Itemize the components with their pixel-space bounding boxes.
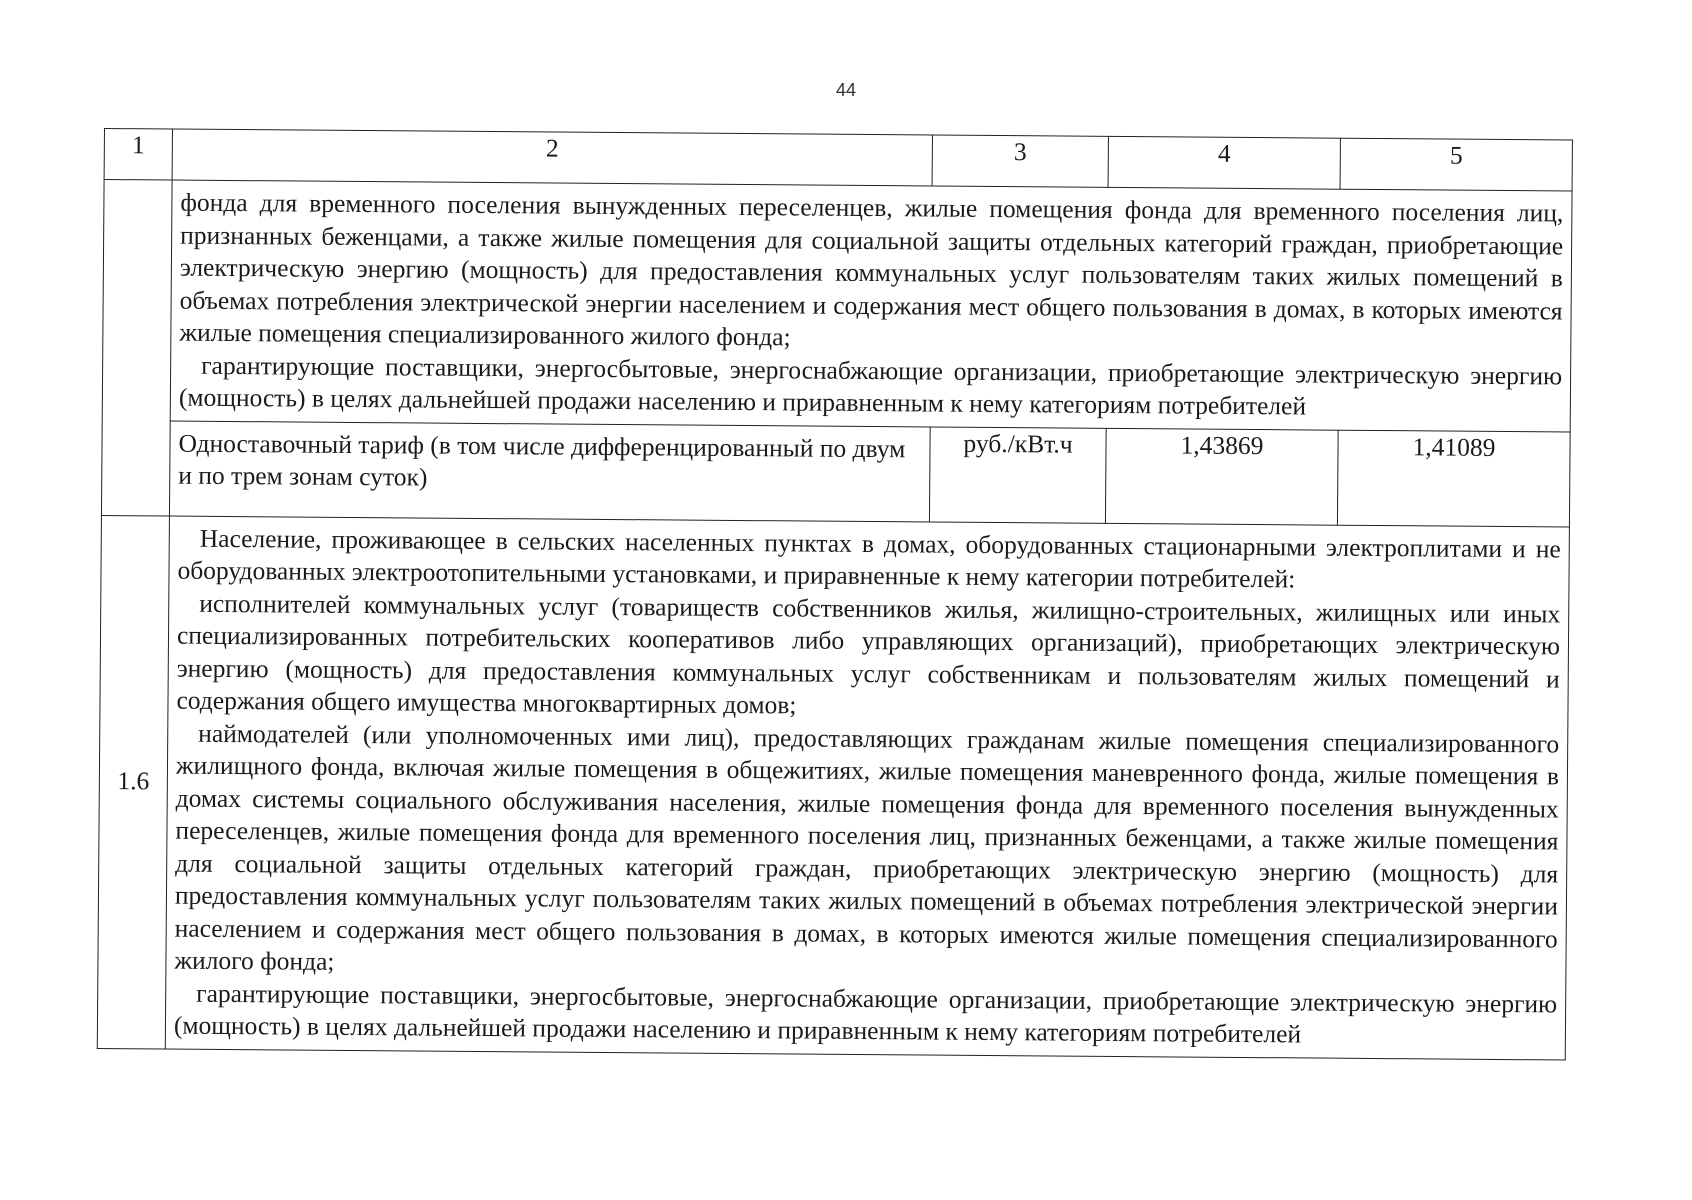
row-1-6 xyxy=(97,515,1569,1060)
row-1-6-paragraph-4: гарантирующие поставщики, энергосбытовые, энергоснабжающие организации, приобретающие электрическую энергию (мощность) в целях дальнейшей продажи населению и приравненным к нему категориям потребителей xyxy=(173,978,1558,1049)
page-number: 44 xyxy=(835,80,857,100)
tariff-value-col-5: 1,41089 xyxy=(1337,430,1570,527)
continued-row-number-cell xyxy=(101,180,172,516)
continued-text-cell xyxy=(170,180,1572,431)
row-1-6-paragraph-1: Население, проживающее в сельских населенных пунктах в домах, оборудованных стационарными электроплитами и не оборудованных электроотопительными установками, и приравненные к нему категории потребителей: xyxy=(177,523,1561,594)
tariff-unit: руб./кВт.ч xyxy=(929,426,1106,522)
continued-paragraph-1: фонда для временного поселения вынужденных переселенцев, жилые помещения фонда для временного поселения лиц, признанных беженцами, а также жилые помещения для социальной защиты отдельных категорий граждан, приобретающие электрическую энергию (мощность) для предоставления коммунальных услуг пользователям таких жилых помещений в объемах потребления электрической энергии населением и содержания мест общего пользования в домах, в которых имеются жилые помещения специализированного жилого фонда; xyxy=(179,187,1564,352)
continued-paragraph-2: гарантирующие поставщики, энергосбытовые, энергоснабжающие организации, приобретающие электрическую энергию (мощность) в целях дальнейшей продажи населению и приравненным к нему категориям потребителей xyxy=(178,350,1563,421)
header-col-5: 5 xyxy=(1340,138,1572,191)
tariff-value-col-4: 1,43869 xyxy=(1105,428,1338,525)
header-col-1: 1 xyxy=(104,129,172,181)
tariff-label: Одноставочный тариф (в том числе дифференцированный по двум и по трем зонам суток) xyxy=(169,421,930,522)
continued-text-row xyxy=(102,180,1572,432)
row-1-6-number: 1.6 xyxy=(97,515,169,1049)
header-col-2: 2 xyxy=(172,129,932,186)
header-col-3: 3 xyxy=(932,135,1108,187)
header-col-4: 4 xyxy=(1108,136,1340,189)
row-1-6-text-cell xyxy=(165,516,1569,1060)
tariff-table xyxy=(97,128,1573,1060)
row-1-6-paragraph-2: исполнителей коммунальных услуг (товариществ собственников жилья, жилищно-строительных, жилищных или иных специализированных потребительских кооперативов либо управляющих организаций), приобретающих электрическую энергию (мощность) для предоставления коммунальных услуг собственникам и пользователям жилых помещений и содержания общего имущества многоквартирных домов; xyxy=(176,588,1561,720)
tariff-row xyxy=(101,420,1570,527)
row-1-6-paragraph-3: наймодателей (или уполномоченных ими лиц), предоставляющих гражданам жилые помещения специализированного жилищного фонда, включая жилые помещения в общежитиях, жилые помещения маневренного фонда, жилые помещения в домах системы социального обслуживания населения, жилые помещения фонда для временного поселения вынужденных переселенцев, жилые помещения фонда для временного поселения лиц, признанных беженцами, а также жилые помещения для социальной защиты отдельных категорий граждан, приобретающих электрическую энергию (мощность) для предоставления коммунальных услуг пользователям таких жилых помещений в объемах потребления электрической энергии населением и содержания мест общего пользования в домах, в которых имеются жилые помещения специализированного жилого фонда; xyxy=(174,718,1560,976)
